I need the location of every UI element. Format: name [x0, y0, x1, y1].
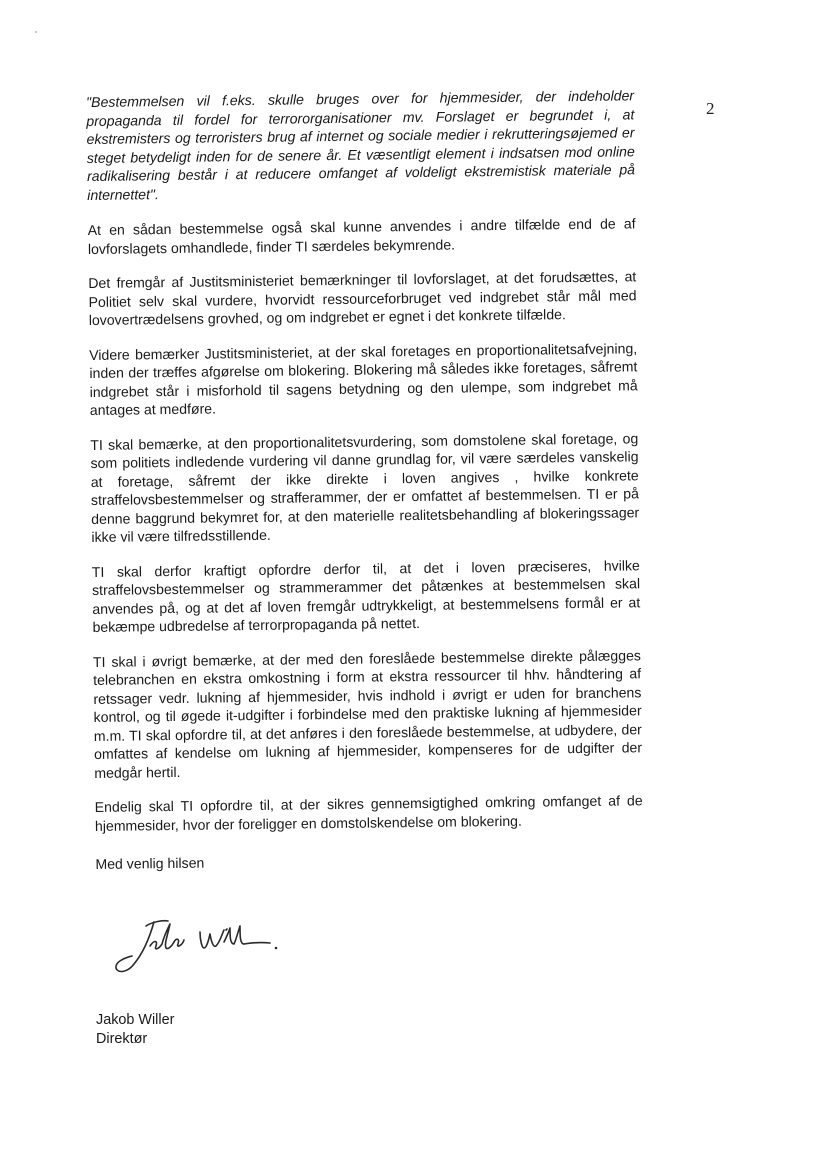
- paragraph-2: Det fremgår af Justitsministeriet bemærkninger til lovforslaget, at det forudsættes, at Politiet selv skal vurdere, hvorvidt ressourceforbruget ved indgrebet står mål med lovovertrædelsens grovhed, og om indgrebet er egnet i det konkrete tilfælde.: [88, 268, 637, 328]
- quoted-passage: "Bestemmelsen vil f.eks. skulle bruges over for hjemmesider, der indeholder propaganda til fordel for terrororganisationer mv. Forslaget er begrundet i, at ekstremisters og terroristers brug af internet og sociale medier i rekrutteringsøjemed er steget betydeligt inden for de senere år. Et væsentligt element i indsatsen mod online radikalisering består i at reducere omfanget af voldeligt ekstremistisk materiale på internettet".: [86, 87, 636, 203]
- closing-salutation: Med venlig hilsen: [95, 854, 205, 872]
- paragraph-1: At en sådan bestemmelse også skal kunne anvendes i andre tilfælde end de af lovforslagets omhandlede, finder TI særdeles bekymrende.: [87, 215, 636, 257]
- paragraph-3: Videre bemærker Justitsministeriet, at der skal foretages en proportionalitetsafvejning, inden der træffes afgørelse om blokering. Blokering må således ikke foretages, såfremt indgrebet står i misforhold til sagens betydning og den ulempe, som indgrebet må antages at medføre.: [89, 339, 638, 418]
- signatory-title: Direktør: [96, 1031, 148, 1047]
- paragraph-5: TI skal derfor kraftigt opfordre derfor til, at det i loven præciseres, hvilke straffelovsbestemmelser og strammerammer det påtænkes at bestemmelsen skal anvendes på, og at det af loven fremgår udtrykkeligt, at bestemmelsens formål er at bekæmpe udbredelse af terrorpropaganda på nettet.: [91, 556, 641, 635]
- page-number: 2: [706, 99, 715, 118]
- signatory-name: Jakob Willer: [96, 1012, 175, 1028]
- paragraph-6: TI skal i øvrigt bemærke, at der med den foreslåede bestemmelse direkte pålægges telebranchen en ekstra omkostning i form at ekstra ressourcer til hhv. håndtering af retssager vedr. lukning af hjemmesider, hvis indhold i øvrigt er uden for branchens kontrol, og til øgede it-udgifter i forbindelse med den praktiske lukning af hjemmesider m.m. TI skal opfordre til, at det anføres i den foreslåede bestemmelse, at udbydere, der omfattes af kendelse om lukning af hjemmesider, kompenseres for de udgifter der medgår hertil.: [92, 646, 643, 781]
- paragraph-4: TI skal bemærke, at den proportionalitetsvurdering, som domstolene skal foretage, og som politiets indledende vurdering vil danne grundlag for, vil være særdeles vanskelig at foretage, såfremt der ikke direkte i loven angives , hvilke konkrete straffelovsbestemmelser og strafferammer, der er omfattet af bestemmelsen. TI er på denne baggrund bekymret for, at den materielle realitetsbehandling af blokeringssager ikke vil være tilfredsstillende.: [90, 429, 640, 545]
- signature-block: [96, 1011, 174, 1049]
- scan-speck: [35, 31, 37, 33]
- letter-body: [86, 86, 643, 873]
- handwritten-signature: [110, 912, 280, 982]
- signature-drawing: [110, 912, 280, 982]
- paragraph-7: Endelig skal TI opfordre til, at der sikres gennemsigtighed omkring omfanget af de hjemmesider, hvor der foreligger en domstolskendelse om blokering.: [94, 792, 643, 834]
